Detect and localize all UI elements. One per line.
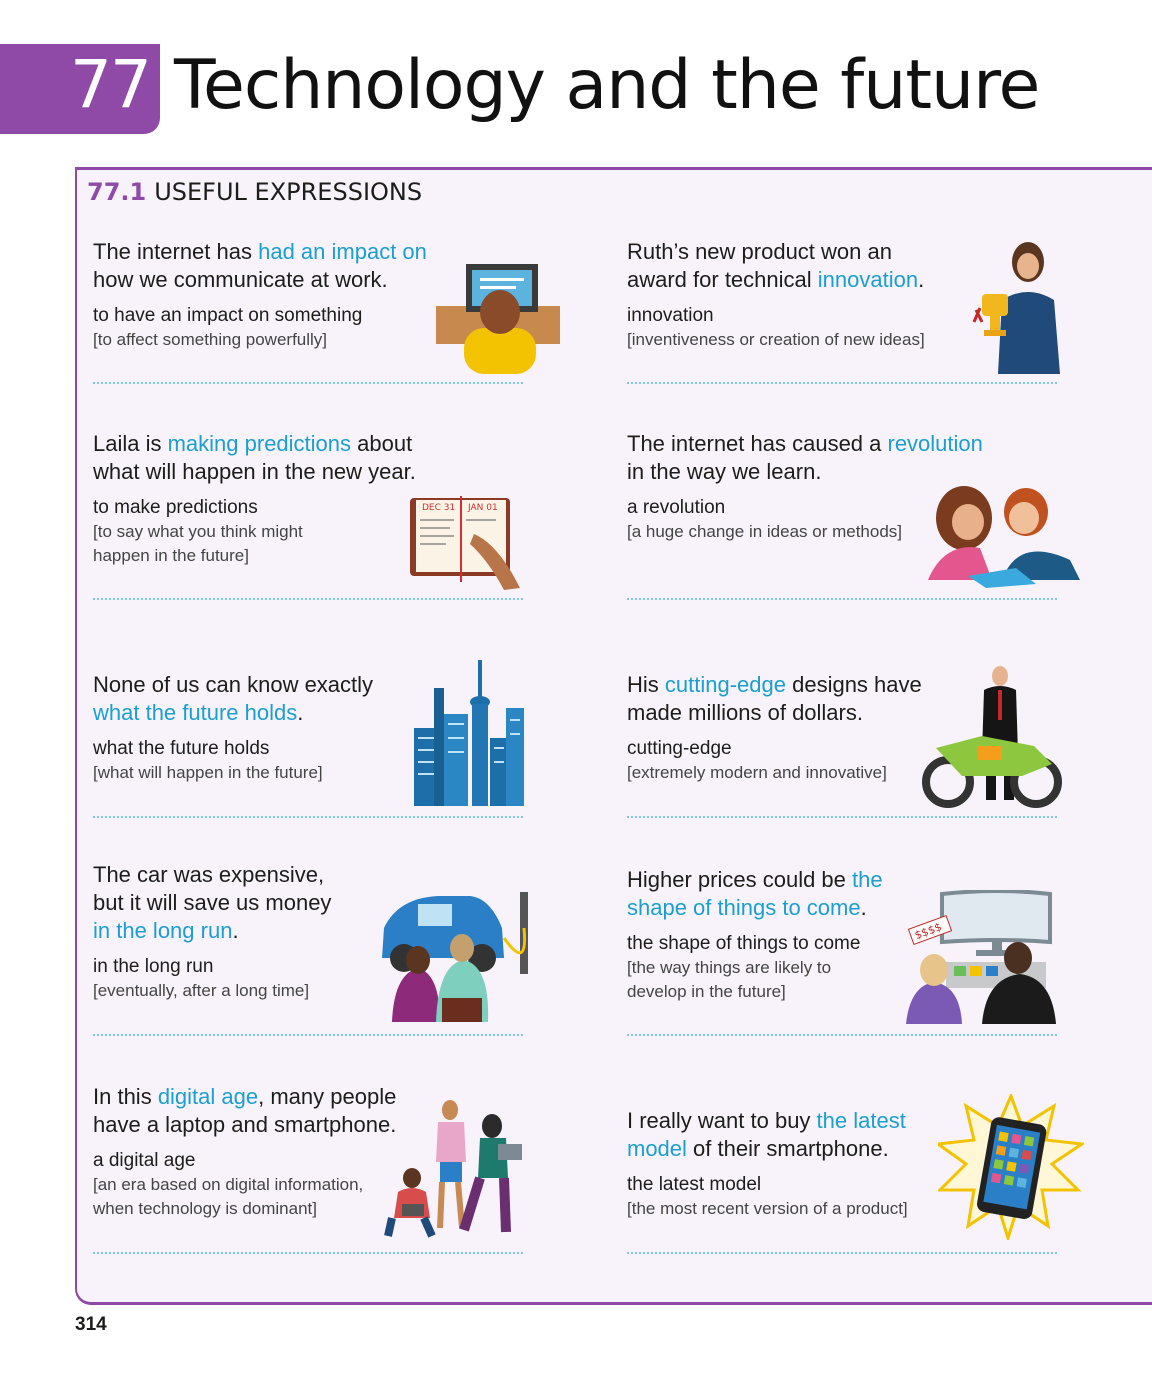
smartphone-starburst-illustration	[938, 1094, 1084, 1240]
divider	[93, 1252, 523, 1254]
sentence-text: In this	[93, 1084, 158, 1109]
example-sentence	[627, 671, 967, 727]
example-sentence	[627, 238, 1027, 294]
entry-shape-of-things-to-come	[627, 866, 927, 1004]
divider	[627, 1034, 1057, 1036]
definition: [eventually, after a long time]	[93, 981, 310, 1000]
highlight-text: had an impact on	[258, 239, 427, 264]
people-with-big-tv-illustration	[906, 890, 1058, 1024]
definition: [extremely modern and innovative]	[627, 763, 887, 782]
expression: to have an impact on something	[93, 305, 363, 326]
sentence-text: Ruth’s new product won an	[627, 239, 892, 264]
chapter-title: Technology and the future	[174, 46, 1040, 125]
diary-writing-illustration	[408, 494, 524, 590]
divider	[627, 382, 1057, 384]
sentence-text: Higher prices could be	[627, 867, 853, 892]
expression: in the long run	[93, 956, 214, 977]
sentence-text: how we communicate at work.	[93, 267, 388, 292]
definition: [what will happen in the future]	[93, 763, 323, 782]
electric-car-charging-illustration	[378, 888, 530, 1022]
sentence-text: Laila is	[93, 431, 168, 456]
expression: to make predictions	[93, 497, 258, 518]
price-tag-text: $$$$	[912, 920, 944, 943]
sentence-text: The internet has	[93, 239, 259, 264]
entry-in-the-long-run	[93, 861, 393, 1003]
diary-date-left: DEC 31	[422, 503, 456, 513]
sentence-text: .	[860, 895, 867, 920]
sentence-text: His	[627, 672, 665, 697]
definition: [inventiveness or creation of new ideas]	[627, 330, 925, 349]
example-sentence	[627, 1107, 947, 1163]
person-at-computer-illustration	[436, 262, 560, 374]
example-sentence	[93, 430, 473, 486]
highlight-text: innovation	[817, 267, 919, 292]
section-number: 77.1	[87, 178, 147, 206]
expression: a digital age	[93, 1150, 196, 1171]
definition: [to affect something powerfully]	[93, 330, 328, 349]
expression: cutting-edge	[627, 738, 732, 759]
entry-have-an-impact	[93, 238, 473, 352]
definition: happen in the future]	[93, 546, 249, 565]
sentence-text: what will happen in the new year.	[93, 459, 416, 484]
sentence-text: award for technical	[627, 267, 818, 292]
definition: develop in the future]	[627, 982, 786, 1001]
highlight-text: the	[852, 867, 883, 892]
sentence-text: The car was expensive,	[93, 862, 325, 887]
sentence-text: , many people	[258, 1084, 397, 1109]
sentence-text: about	[351, 431, 413, 456]
divider	[93, 382, 523, 384]
divider	[93, 816, 523, 818]
highlight-text: in the long run	[93, 918, 233, 943]
expression: the latest model	[627, 1174, 762, 1195]
sentence-text: made millions of dollars.	[627, 700, 863, 725]
definition: [the most recent version of a product]	[627, 1199, 908, 1218]
highlight-text: the latest	[816, 1108, 906, 1133]
highlight-text: making predictions	[167, 431, 352, 456]
sentence-text: .	[918, 267, 925, 292]
section-title: USEFUL EXPRESSIONS	[154, 178, 423, 206]
expression: what the future holds	[93, 738, 270, 759]
city-skyline-illustration	[414, 658, 524, 806]
definition: [a huge change in ideas or methods]	[627, 522, 903, 541]
sentence-text: have a laptop and smartphone.	[93, 1112, 397, 1137]
divider	[627, 816, 1057, 818]
highlight-text: what the future holds	[93, 700, 298, 725]
diary-date-right: JAN 01	[468, 503, 498, 513]
sentence-text: in the way we learn.	[627, 459, 822, 484]
children-with-tablet-illustration	[920, 480, 1082, 588]
definition: [to say what you think might	[93, 522, 303, 541]
man-with-motorbike-illustration	[922, 664, 1062, 808]
highlight-text: cutting-edge	[664, 672, 786, 697]
sentence-text: The internet has caused a	[627, 431, 888, 456]
highlight-text: revolution	[887, 431, 983, 456]
page-number: 314	[75, 1314, 107, 1335]
expression: a revolution	[627, 497, 726, 518]
woman-with-trophy-illustration	[972, 240, 1066, 374]
sentence-text: designs have	[785, 672, 922, 697]
sentence-text: I really want to buy	[627, 1108, 817, 1133]
divider	[627, 598, 1057, 600]
example-sentence	[93, 238, 473, 294]
highlight-text: digital age	[157, 1084, 259, 1109]
expression: innovation	[627, 305, 714, 326]
sentence-text: None of us can know exactly	[93, 672, 374, 697]
chapter-number: 77	[70, 46, 150, 123]
example-sentence	[627, 430, 1047, 486]
definition: [an era based on digital information,	[93, 1175, 364, 1194]
divider	[93, 1034, 523, 1036]
example-sentence	[93, 861, 393, 945]
section-heading	[87, 178, 422, 206]
sentence-text: but it will save us money	[93, 890, 332, 915]
entry-innovation	[627, 238, 1027, 352]
entry-latest-model	[627, 1107, 947, 1221]
sentence-text: of their smartphone.	[686, 1136, 889, 1161]
people-with-devices-illustration	[384, 1098, 526, 1240]
definition: [the way things are likely to	[627, 958, 832, 977]
example-sentence	[627, 866, 927, 922]
example-sentence	[93, 671, 433, 727]
divider	[93, 598, 523, 600]
expression: the shape of things to come	[627, 933, 861, 954]
entry-cutting-edge	[627, 671, 967, 785]
entry-what-the-future-holds	[93, 671, 433, 785]
divider	[627, 1252, 1057, 1254]
sentence-text: .	[232, 918, 239, 943]
definition: when technology is dominant]	[93, 1199, 317, 1218]
sentence-text: .	[297, 700, 304, 725]
highlight-text: model	[627, 1136, 687, 1161]
highlight-text: shape of things to come	[627, 895, 861, 920]
